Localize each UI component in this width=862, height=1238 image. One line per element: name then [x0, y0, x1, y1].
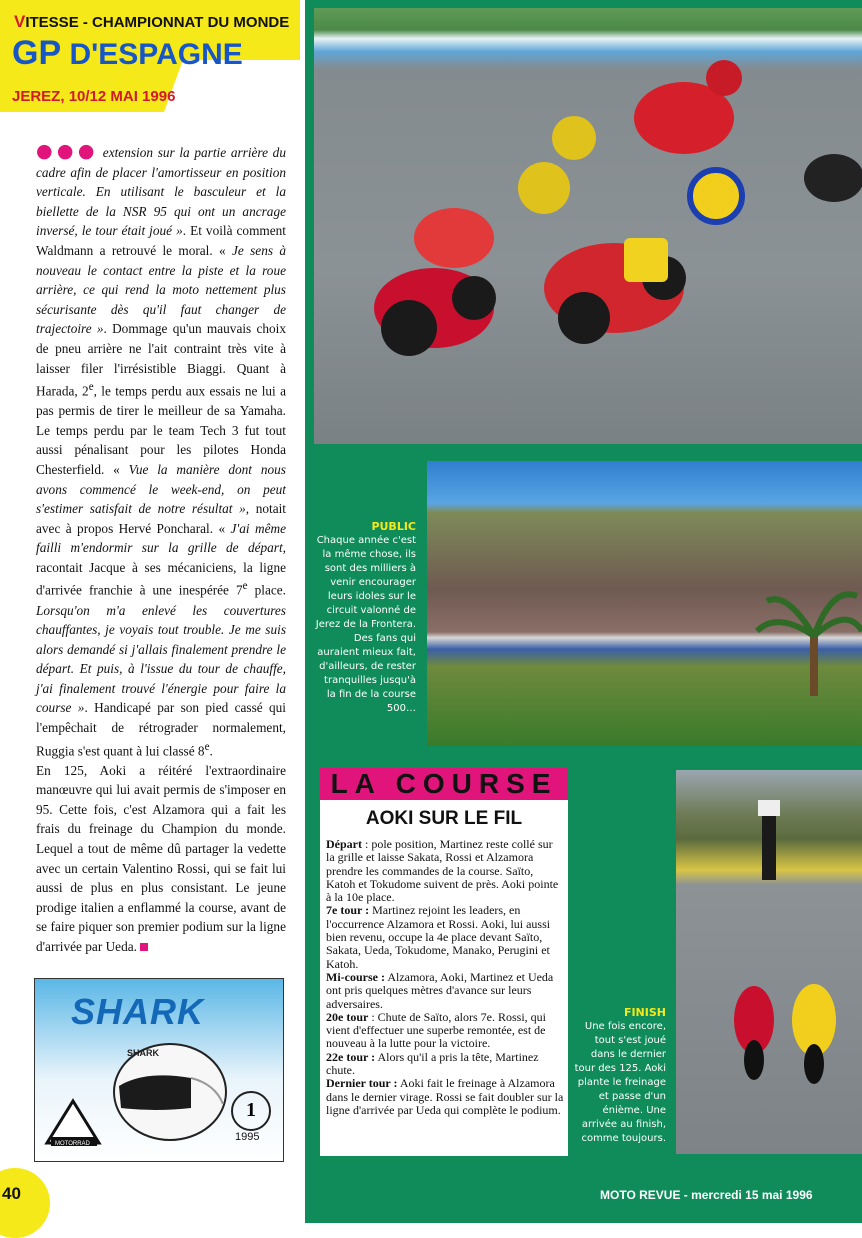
race-event: Départ : pole position, Martinez reste collé sur la grille et laisse Sakata, Rossi et Alzamora prendre les commandes de la course. Saïto, Katoh et Tokudome suivent de près. Aoki pointe à la 10e place.: [326, 837, 559, 905]
finish-photo: [676, 770, 862, 1154]
race-event: 7e tour : Martinez rejoint les leaders, en l'occurrence Alzamora et Rossi. Aoki, lui aussi bien revenu, occupe la 4e place devant Saïto, Sakata, Ueda, Tokudome, Manako, Perugini et Katoh.: [326, 903, 551, 971]
motorcycles-illustration: [314, 8, 862, 444]
laurel-icon: 1: [231, 1091, 271, 1131]
caption-public-heading: PUBLIC: [371, 520, 416, 533]
race-summary-subtitle: AOKI SUR LE FIL: [365, 808, 523, 829]
shark-advertisement[interactable]: [34, 978, 284, 1162]
caption-finish-heading: FINISH: [623, 1006, 666, 1019]
caption-public: [312, 520, 416, 716]
race-event: 22e tour : Alors qu'il a pris la tête, Martinez chute.: [326, 1049, 539, 1078]
end-mark-icon: [140, 943, 148, 951]
page-number: 40: [2, 1184, 21, 1203]
palm-tree-icon: [427, 461, 862, 746]
article-body: [36, 142, 286, 957]
award-year: 1995: [235, 1131, 260, 1143]
article-paragraph: ●●● extension sur la partie arrière du cadre afin de placer l'amortisseur en position verticale. En utilisant le basculeur et la biellette de la NSR 95 qui ont un ancrage inversé, le tour était joué ». Et voilà comment Waldmann a retrouvé le moral. « Je sens à nouveau le contact entre la piste et la roue arrière, ce qui rend la moto nettement plus sécurisante dès qu'il faut changer de trajectoire ». Dommage qu'un mauvais choix de pneu arrière ne l'ait contraint très vite à laisser filer l'irrésistible Biaggi. Quant à Harada, 2e, le temps perdu aux essais ne lui a pas permis de tirer le meilleur de sa Yamaha. Le temps perdu par le team Tech 3 fut tout aussi pénalisant pour les pilotes Honda Chesterfield. « Vue la manière dont nous avons commencé le week-end, on peut s'estimer satisfait de notre résultat », notait avec à propos Hervé Poncharal. « J'ai même failli m'endormir sur la grille de départ, racontait Jacque à ses mécaniciens, la ligne d'arrivée franchie à une inespérée 7e place. Lorsqu'on m'a enlevé les couvertures chauffantes, je voyais tout trouble. Je me suis alors demandé si j'allais finalement prendre le départ. Et puis, à l'issue du tour de chauffe, j'ai finalement trouvé l'énergie pour faire la course ». Handicapé par son pied cassé qui l'empêchait de rétrograder normalement, Ruggia s'est quant à lui classé 8e.: [36, 140, 287, 759]
race-summary-header: LA COURSE: [320, 768, 568, 800]
bullet-dots-icon: ●●●: [36, 140, 99, 162]
caption-finish: [570, 1006, 666, 1146]
article-paragraph: En 125, Aoki a réitéré l'extraordinaire manœuvre qui lui avait permis de s'imposer en 95. Cette fois, c'est Alzamora qui a fait les frais du freinage du Champion du monde. Lequel a tout de même dû partager la vedette avec un certain Valentino Rossi, qui se fait lui aussi de plus en plus consistant. Le jeune prodige italien a enflammé la course, avant de se faire piquer son premier podium sur la ligne d'arrivée par Ueda.: [36, 762, 286, 955]
svg-text:SHARK: SHARK: [127, 1048, 160, 1058]
footer-credit: MOTO REVUE - mercredi 15 mai 1996: [600, 1188, 813, 1202]
caption-finish-text: Une fois encore, tout s'est joué dans le dernier tour des 125. Aoki plante le freinage et passe d'un énième. Une arrivée au finish, comme toujours.: [574, 1021, 666, 1144]
race-summary-box: [320, 768, 568, 1156]
crowd-photo: [427, 461, 862, 746]
dateline: JEREZ, 10/12 MAI 1996: [12, 88, 176, 105]
award-badge-icon: [43, 1097, 103, 1149]
shark-logo: SHARK: [71, 991, 205, 1032]
helmet-icon: [105, 1034, 235, 1144]
section-kicker: VITESSE - CHAMPIONNAT DU MONDE: [14, 12, 290, 31]
race-summary-text: [326, 838, 564, 1117]
svg-text:MOTORRAD: MOTORRAD: [55, 1141, 90, 1147]
caption-public-text: Chaque année c'est la même chose, ils sont des milliers à venir encourager leurs idoles sur le circuit valonné de Jerez de la Frontera. Des fans qui auraient mieux fait, d'ailleurs, de rester tranquilles jusqu'à la fin de la course 500…: [315, 535, 416, 714]
race-photo-main: [314, 8, 862, 444]
page-title: GP D'ESPAGNE: [12, 34, 243, 72]
race-event: 20e tour : Chute de Saïto, alors 7e. Rossi, qui vient d'effectuer une superbe remontée, est de nouveau à la lutte pour la victoire.: [326, 1009, 546, 1051]
race-event: Mi-course : Alzamora, Aoki, Martinez et Ueda ont pris quelques mètres d'avance sur leurs adversaires.: [326, 969, 554, 1011]
race-event: Dernier tour : Aoki fait le freinage à Alzamora dans le dernier virage. Rossi se fait doubler sur la ligne d'arrivée par Ueda qui complète le podium.: [326, 1076, 564, 1117]
finish-riders-illustration: [676, 770, 862, 1154]
